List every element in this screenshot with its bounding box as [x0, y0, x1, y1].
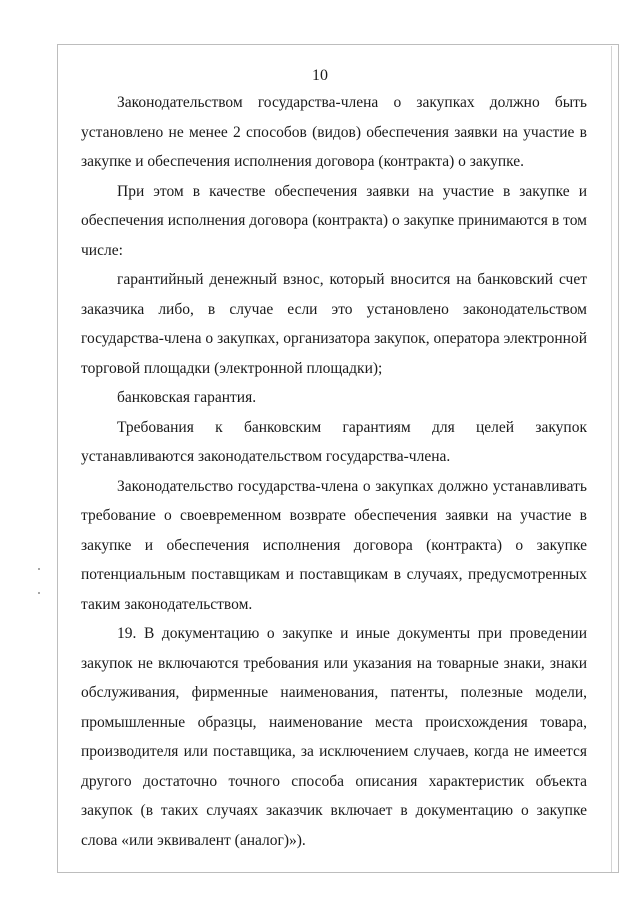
paragraph: банковская гарантия.	[117, 389, 257, 406]
paragraph: Законодательством государства-члена о закупках должно быть установлено не менее 2 способов (видов) обеспечения заявки на участие в закупке и обеспечения исполнения договора (контракта) о закупке.	[81, 94, 587, 170]
paragraph: 19. В документацию о закупке и иные документы при проведении закупок не включаются требования или указания на товарные знаки, знаки обслуживания, фирменные наименования, патенты, полезные модели, промышленные образцы, наименование места происхождения товара, производителя или поставщика, за исключением случаев, когда не имеется другого достаточно точного способа описания характеристик объекта закупок (в таких случаях заказчик включает в документацию о закупке слова «или эквивалент (аналог)»).	[81, 625, 587, 849]
paragraph: Законодательство государства-члена о закупках должно устанавливать требование о своевременном возврате обеспечения заявки на участие в закупке и обеспечения исполнения договора (контракта) о закупке потенциальным поставщикам и поставщикам в случаях, предусмотренных таким законодательством.	[81, 477, 587, 613]
scan-artifact	[38, 568, 40, 570]
scan-artifact	[38, 592, 40, 594]
paragraph: Требования к банковским гарантиям для целей закупок устанавливаются законодательством государства-члена.	[81, 418, 587, 465]
page-number: 10	[312, 67, 328, 84]
paragraph: гарантийный денежный взнос, который вносится на банковский счет заказчика либо, в случае если это установлено законодательством государства-члена о закупках, организатора закупок, оператора электронной торговой площадки (электронной площадки);	[81, 271, 587, 377]
page-border-inner-line	[611, 46, 612, 872]
paragraph: При этом в качестве обеспечения заявки на участие в закупке и обеспечения исполнения договора (контракта) о закупке принимаются в том числе:	[81, 182, 587, 259]
document-body	[81, 88, 587, 855]
